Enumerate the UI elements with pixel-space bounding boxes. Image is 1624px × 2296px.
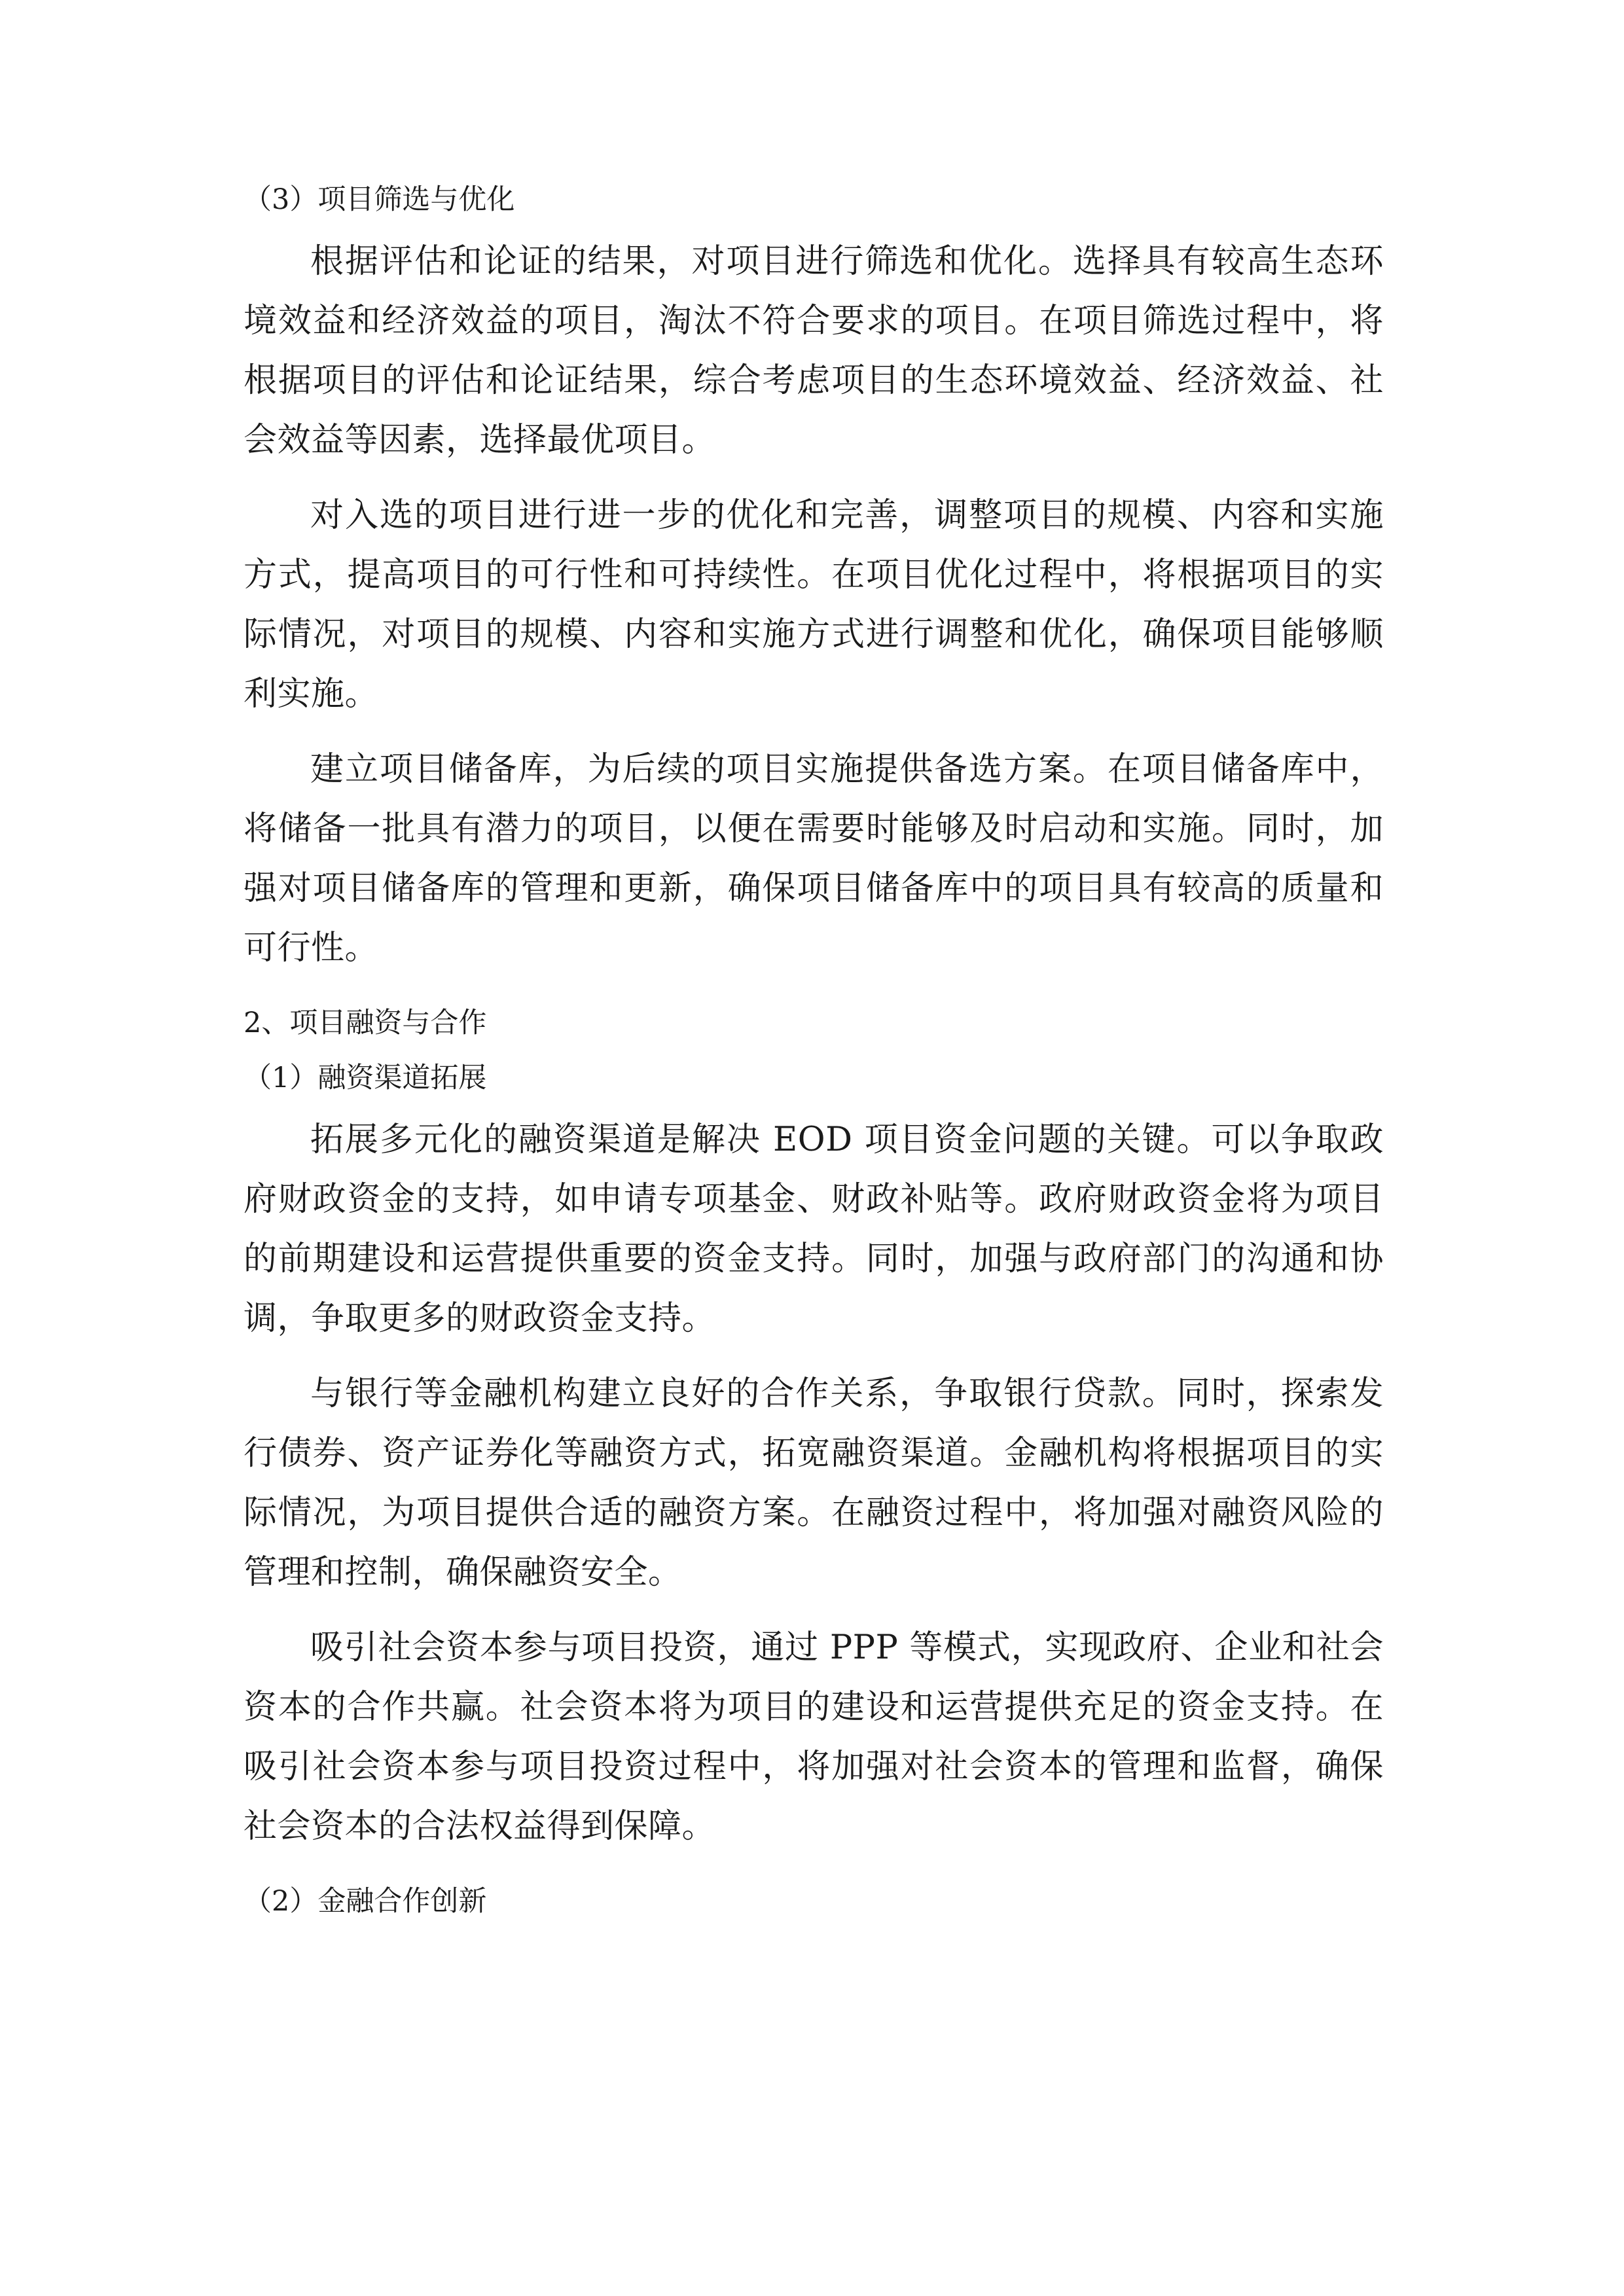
paragraph: 吸引社会资本参与项目投资，通过 PPP 等模式，实现政府、企业和社会资本的合作共赢。社会资本将为项目的建设和运营提供充足的资金支持。在吸引社会资本参与项目投资过程中，将加强对社会资本的管理和监督，确保社会资本的合法权益得到保障。	[244, 1628, 1384, 1846]
document-page	[244, 177, 1384, 2075]
section-heading: 2、项目融资与合作	[244, 1007, 487, 1039]
paragraph: 建立项目储备库，为后续的项目实施提供备选方案。在项目储备库中，将储备一批具有潜力的项目，以便在需要时能够及时启动和实施。同时，加强对项目储备库的管理和更新，确保项目储备库中的项目具有较高的质量和可行性。	[244, 750, 1384, 967]
paragraph: 与银行等金融机构建立良好的合作关系，争取银行贷款。同时，探索发行债券、资产证券化等融资方式，拓宽融资渠道。金融机构将根据项目的实际情况，为项目提供合适的融资方案。在融资过程中，将加强对融资风险的管理和控制，确保融资安全。	[244, 1374, 1384, 1592]
paragraph: 根据评估和论证的结果，对项目进行筛选和优化。选择具有较高生态环境效益和经济效益的项目，淘汰不符合要求的项目。在项目筛选过程中，将根据项目的评估和论证结果，综合考虑项目的生态环境效益、经济效益、社会效益等因素，选择最优项目。	[244, 242, 1384, 459]
paragraph: 拓展多元化的融资渠道是解决 EOD 项目资金问题的关键。可以争取政府财政资金的支持，如申请专项基金、财政补贴等。政府财政资金将为项目的前期建设和运营提供重要的资金支持。同时，加强与政府部门的沟通和协调，争取更多的财政资金支持。	[244, 1121, 1384, 1338]
paragraph: 对入选的项目进行进一步的优化和完善，调整项目的规模、内容和实施方式，提高项目的可行性和可持续性。在项目优化过程中，将根据项目的实际情况，对项目的规模、内容和实施方式进行调整和优化，确保项目能够顺利实施。	[244, 496, 1384, 713]
subsection-heading: （1）融资渠道拓展	[244, 1062, 487, 1094]
subsection-heading: （2）金融合作创新	[244, 1885, 487, 1918]
section-heading: （3）项目筛选与优化	[244, 183, 515, 216]
